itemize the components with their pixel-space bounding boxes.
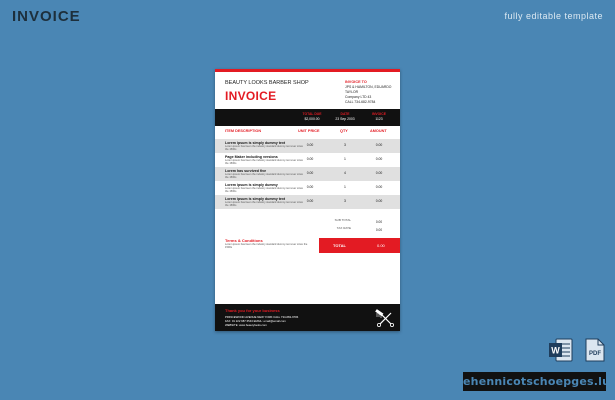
shop-name: BEAUTY LOOKS BARBER SHOP bbox=[225, 80, 309, 86]
item-qty: 1 bbox=[344, 185, 346, 189]
item-price: 0.00 bbox=[306, 185, 314, 189]
column-header-description: ITEM DESCRIPTION bbox=[225, 129, 262, 133]
info-value: 23 Sep 2003 bbox=[335, 117, 355, 121]
item-amount: 0.00 bbox=[375, 143, 383, 147]
terms-heading: Terms & Conditions bbox=[225, 238, 263, 243]
accent-bar bbox=[215, 69, 400, 72]
tax-value: 0.00 bbox=[375, 228, 383, 232]
table-row bbox=[215, 153, 400, 167]
item-qty: 1 bbox=[344, 157, 346, 161]
word-icon[interactable] bbox=[548, 338, 574, 362]
item-title: Lorem ipsum is simply dummy text bbox=[225, 141, 286, 145]
item-amount: 0.00 bbox=[375, 171, 383, 175]
item-title: Lorem ipsum is simply dummy text bbox=[225, 197, 286, 201]
item-desc: Lorem ipsum has been the industry standard dummy text ever since the 1500s bbox=[225, 159, 303, 166]
column-header-unit-price: UNIT PRICE bbox=[298, 129, 320, 133]
info-key: DATE bbox=[340, 112, 350, 116]
invoice-to-line: JPS & HAMILTON, EDUARDO TAYLOR bbox=[345, 85, 392, 94]
invoice-to-block bbox=[345, 80, 400, 105]
banner-title: INVOICE bbox=[12, 8, 81, 25]
invoice-preview bbox=[215, 69, 400, 331]
item-amount: 0.00 bbox=[375, 199, 383, 203]
footer-line: WEBSITE: www.beautylooks.com bbox=[225, 323, 267, 327]
footer-line: FAX: 01 222 987 6543 EMAIL: email@email.com bbox=[225, 319, 286, 323]
svg-text:PDF: PDF bbox=[589, 351, 601, 357]
item-title: Lorem has survived five bbox=[225, 169, 267, 173]
invoice-to-label: INVOICE TO bbox=[345, 80, 367, 84]
item-title: Page Maker including versions bbox=[225, 155, 278, 159]
pdf-icon[interactable] bbox=[584, 338, 606, 362]
table-row bbox=[215, 167, 400, 181]
footer-line: PRINCEWOOD AVENUE NEW YORK CALL 734-682-9784 bbox=[225, 315, 299, 319]
item-desc: Lorem ipsum has been the industry standard dummy text ever since the 1500s bbox=[225, 173, 303, 180]
info-value: 1123 bbox=[375, 117, 383, 121]
invoice-title: INVOICE bbox=[225, 89, 277, 103]
invoice-to-line: CALL 734-682-9784 bbox=[345, 100, 376, 104]
scissors-comb-icon bbox=[373, 309, 395, 327]
table-row bbox=[215, 195, 400, 209]
item-price: 0.00 bbox=[306, 143, 314, 147]
subtotal-label: SUB TOTAL bbox=[334, 218, 351, 222]
info-value: $2,000.00 bbox=[304, 117, 320, 121]
item-desc: Lorem ipsum has been the industry standard dummy text ever since the 1500s bbox=[225, 201, 303, 208]
item-qty: 3 bbox=[344, 143, 346, 147]
column-header-amount: AMOUNT bbox=[370, 129, 387, 133]
table-row bbox=[215, 181, 400, 195]
subtotal-value: 0.00 bbox=[375, 220, 383, 224]
item-amount: 0.00 bbox=[375, 185, 383, 189]
item-qty: 3 bbox=[344, 199, 346, 203]
invoice-footer bbox=[215, 304, 400, 331]
info-total-due bbox=[297, 112, 327, 122]
terms-text: Lorem ipsum has been the industry standard dummy text ever since the 1500s bbox=[225, 243, 308, 250]
column-header-qty: QTY bbox=[340, 129, 348, 133]
grand-total-label: TOTAL bbox=[333, 243, 346, 248]
banner-subtitle: fully editable template bbox=[504, 11, 603, 21]
item-price: 0.00 bbox=[306, 171, 314, 175]
info-date bbox=[330, 112, 360, 122]
table-row bbox=[215, 139, 400, 153]
info-invoice-number bbox=[364, 112, 394, 122]
item-amount: 0.00 bbox=[375, 157, 383, 161]
item-price: 0.00 bbox=[306, 157, 314, 161]
item-desc: Lorem ipsum has been the industry standard dummy text ever since the 1500s bbox=[225, 187, 303, 194]
item-price: 0.00 bbox=[306, 199, 314, 203]
svg-text:W: W bbox=[551, 345, 560, 356]
watermark-badge: ehennicotschoepges.lu bbox=[463, 372, 606, 391]
info-key: TOTAL DUE bbox=[302, 112, 322, 116]
item-qty: 4 bbox=[344, 171, 346, 175]
tax-label: TAX RATE bbox=[336, 226, 351, 230]
item-desc: Lorem ipsum has been the industry standard dummy text ever since the 1500s bbox=[225, 145, 303, 152]
item-title: Lorem ipsum is simply dummy bbox=[225, 183, 278, 187]
grand-total-value: 0.00 bbox=[377, 243, 385, 248]
info-band bbox=[215, 109, 400, 126]
grand-total bbox=[319, 238, 400, 253]
thank-you-text: Thank you for your business bbox=[225, 308, 280, 313]
info-key: INVOICE bbox=[372, 112, 386, 116]
invoice-to-line: Company LTD 43 bbox=[345, 95, 372, 99]
